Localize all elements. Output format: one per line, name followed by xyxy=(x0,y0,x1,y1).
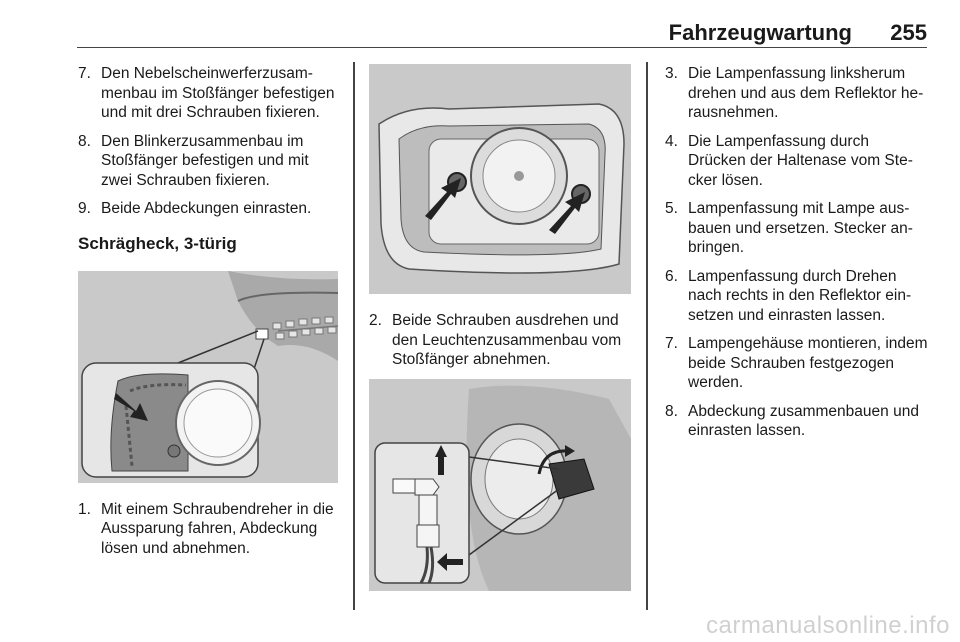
left-column xyxy=(78,64,342,567)
step-text: Lampengehäuse montieren, indem beide Schrauben festgezogen werden. xyxy=(688,335,928,391)
list-item xyxy=(78,132,342,191)
list-item xyxy=(665,267,929,326)
step-number: 5. xyxy=(665,200,678,217)
section-heading: Schrägheck, 3-türig xyxy=(78,233,237,253)
list-item xyxy=(78,500,342,559)
step-number: 7. xyxy=(78,65,91,82)
page-number: 255 xyxy=(890,20,927,45)
illustration-fog-light-screws xyxy=(369,64,631,294)
watermark: carmanualsonline.info xyxy=(706,612,950,639)
step-text: Die Lampenfassung durch Drücken der Haltenase vom Stecker lösen. xyxy=(688,132,913,189)
step-text: Beide Schrauben ausdrehen und den Leuchtenzusammenbau vom Stoßfänger abnehmen. xyxy=(392,312,622,368)
list-item xyxy=(665,199,929,258)
step-text: Die Lampenfassung linksherum drehen und aus dem Reflektor herausnehmen. xyxy=(688,65,924,121)
step-number: 2. xyxy=(369,312,382,329)
list-item xyxy=(665,64,929,123)
page-header xyxy=(77,0,927,48)
step-number: 8. xyxy=(665,402,678,420)
middle-column xyxy=(369,64,637,591)
list-item xyxy=(78,64,342,123)
step-text: Beide Abdeckungen einrasten. xyxy=(101,200,312,217)
step-text: Lampenfassung mit Lampe ausbauen und ersetzen. Stecker anbringen. xyxy=(688,200,913,256)
step-number: 8. xyxy=(78,132,91,150)
step-number: 6. xyxy=(665,267,678,285)
step-text: Mit einem Schraubendreher in die Aussparung fahren, Abdeckung lösen und abnehmen. xyxy=(101,500,334,557)
illustration-fog-light-cover xyxy=(78,271,338,483)
page-title: Fahrzeugwartung xyxy=(668,20,852,45)
column-divider-2 xyxy=(646,62,648,610)
column-divider-1 xyxy=(353,62,355,610)
illustration-lamp-socket xyxy=(369,379,631,591)
step-number: 9. xyxy=(78,200,91,217)
list-item xyxy=(369,311,637,370)
step-number: 7. xyxy=(665,335,678,352)
step-number: 1. xyxy=(78,500,91,518)
list-item xyxy=(665,132,929,191)
step-text: Lampenfassung durch Drehen nach rechts in den Reflektor einsetzen und einrasten lassen. xyxy=(688,267,912,324)
list-item xyxy=(665,402,929,441)
step-number: 3. xyxy=(665,65,678,82)
list-item xyxy=(78,199,342,219)
step-text: Abdeckung zusammenbauen und einrasten lassen. xyxy=(688,402,919,439)
step-number: 4. xyxy=(665,132,678,150)
list-item xyxy=(665,334,929,393)
step-text: Den Nebelscheinwerferzusammenbau im Stoßfänger befestigen und mit drei Schrauben fixieren. xyxy=(101,65,335,121)
step-text: Den Blinkerzusammenbau im Stoßfänger befestigen und mit zwei Schrauben fixieren. xyxy=(101,132,309,189)
right-column xyxy=(665,64,929,450)
